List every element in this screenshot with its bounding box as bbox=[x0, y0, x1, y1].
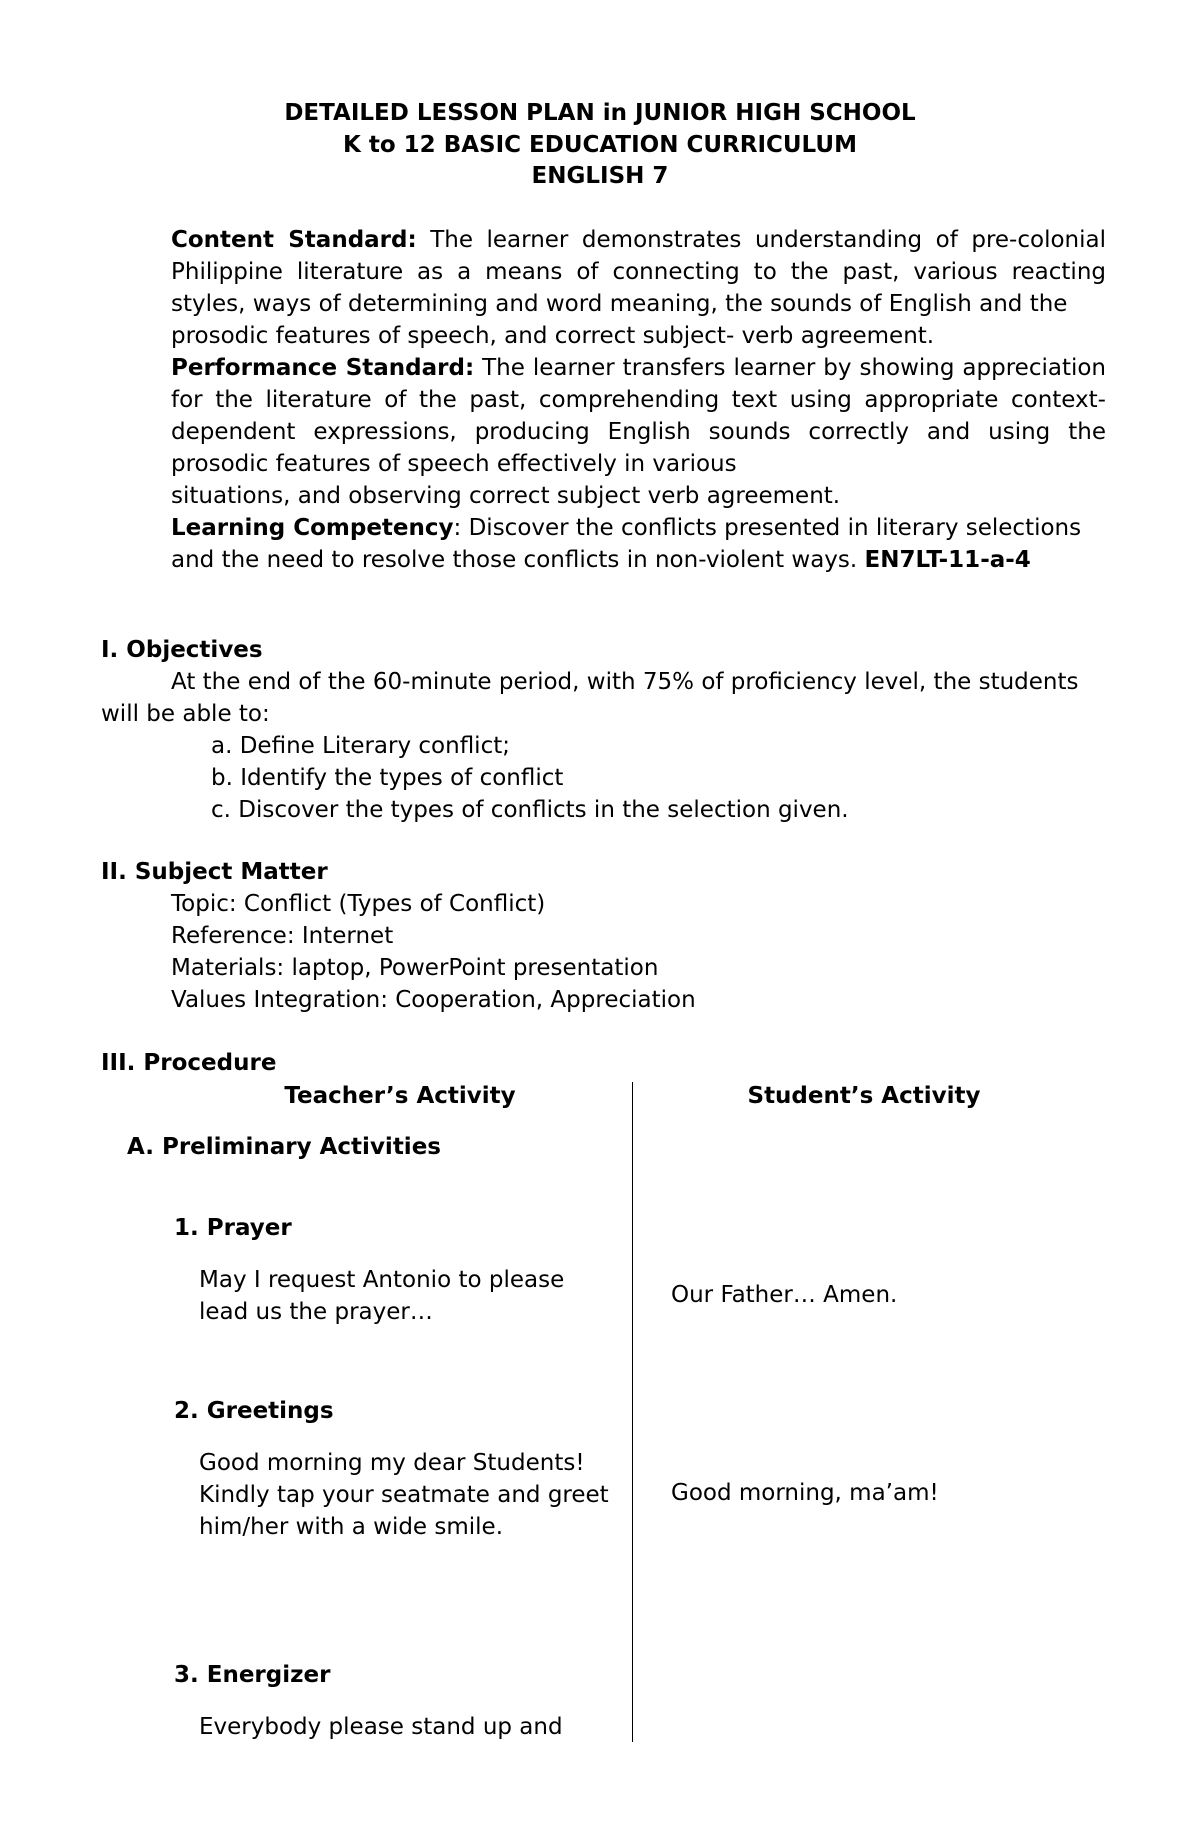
objective-item: c. Discover the types of conflicts in the selection given. bbox=[211, 797, 849, 823]
learning-competency bbox=[171, 512, 1106, 544]
content-standard-end bbox=[171, 320, 1106, 352]
content-standard bbox=[171, 224, 1106, 320]
greetings-teacher-line: Kindly tap your seatmate and greet bbox=[199, 1482, 609, 1508]
greetings-student-response: Good morning, ma’am! bbox=[671, 1480, 939, 1506]
subject-topic: Topic: Conflict (Types of Conflict) bbox=[171, 891, 546, 917]
performance-standard-label: Performance Standard: bbox=[171, 355, 475, 381]
learning-competency-end bbox=[171, 544, 1106, 576]
objectives-list bbox=[101, 730, 1106, 826]
performance-standard-text-end: situations, and observing correct subject verb agreement. bbox=[171, 483, 841, 509]
performance-standard-end bbox=[171, 480, 1106, 512]
greetings-teacher-line: Good morning my dear Students! bbox=[199, 1450, 585, 1476]
energizer-heading: 3. Energizer bbox=[174, 1662, 331, 1688]
content-standard-text-end: prosodic features of speech, and correct subject- verb agreement. bbox=[171, 323, 935, 349]
greetings-heading: 2. Greetings bbox=[174, 1398, 334, 1424]
student-activity-heading: Student’s Activity bbox=[747, 1083, 981, 1109]
teacher-activity-heading: Teacher’s Activity bbox=[284, 1083, 516, 1109]
document-header bbox=[0, 98, 1200, 193]
competency-code: EN7LT-11-a-4 bbox=[864, 547, 1031, 573]
content-standard-label: Content Standard: bbox=[171, 227, 417, 253]
header-curriculum: K to 12 BASIC EDUCATION CURRICULUM bbox=[343, 131, 857, 158]
performance-standard-text: The learner transfers learner by showing appreciation for the literature of the past, comprehending text using appropriate context- dependent expressions, producing English sounds correctly and using the prosodic features of speech effectively in various bbox=[171, 355, 1107, 477]
objectives-section bbox=[101, 634, 1106, 826]
column-divider bbox=[632, 1082, 633, 1742]
objectives-title: I. Objectives bbox=[101, 637, 263, 663]
learning-competency-text-end: and the need to resolve those conflicts in non-violent ways. bbox=[171, 547, 865, 573]
objectives-intro: At the end of the 60-minute period, with 75% of proficiency level, the students will be able to: bbox=[101, 669, 1079, 727]
header-title: DETAILED LESSON PLAN in JUNIOR HIGH SCHOOL bbox=[284, 100, 916, 126]
objective-item: a. Define Literary conflict; bbox=[211, 733, 510, 759]
header-subject: ENGLISH 7 bbox=[531, 163, 669, 189]
learning-competency-label: Learning Competency bbox=[171, 515, 454, 541]
learning-competency-text: : Discover the conflicts presented in literary selections bbox=[453, 515, 1082, 541]
subject-matter-section bbox=[101, 856, 1106, 1016]
energizer-teacher-line: Everybody please stand up and bbox=[199, 1714, 563, 1740]
subject-reference: Reference: Internet bbox=[171, 923, 394, 949]
subject-values: Values Integration: Cooperation, Appreciation bbox=[171, 987, 696, 1013]
objective-item: b. Identify the types of conflict bbox=[211, 765, 564, 791]
prayer-teacher-line: lead us the prayer… bbox=[199, 1299, 433, 1325]
prayer-teacher-line: May I request Antonio to please bbox=[199, 1267, 565, 1293]
greetings-teacher-line: him/her with a wide smile. bbox=[199, 1514, 504, 1540]
prayer-heading: 1. Prayer bbox=[174, 1215, 292, 1241]
preliminary-activities-heading: A. Preliminary Activities bbox=[127, 1134, 441, 1160]
procedure-title: III. Procedure bbox=[101, 1050, 277, 1076]
performance-standard bbox=[171, 352, 1106, 480]
content-standard-text: The learner demonstrates understanding of pre-colonial Philippine literature as a means of connecting to the past, various reacting styles, ways of determining and word meaning, the sounds of English and the bbox=[171, 227, 1106, 317]
standards-block bbox=[171, 224, 1106, 576]
subject-matter-title: II. Subject Matter bbox=[101, 859, 328, 885]
subject-materials: Materials: laptop, PowerPoint presentation bbox=[171, 955, 659, 981]
prayer-student-response: Our Father… Amen. bbox=[671, 1282, 898, 1308]
